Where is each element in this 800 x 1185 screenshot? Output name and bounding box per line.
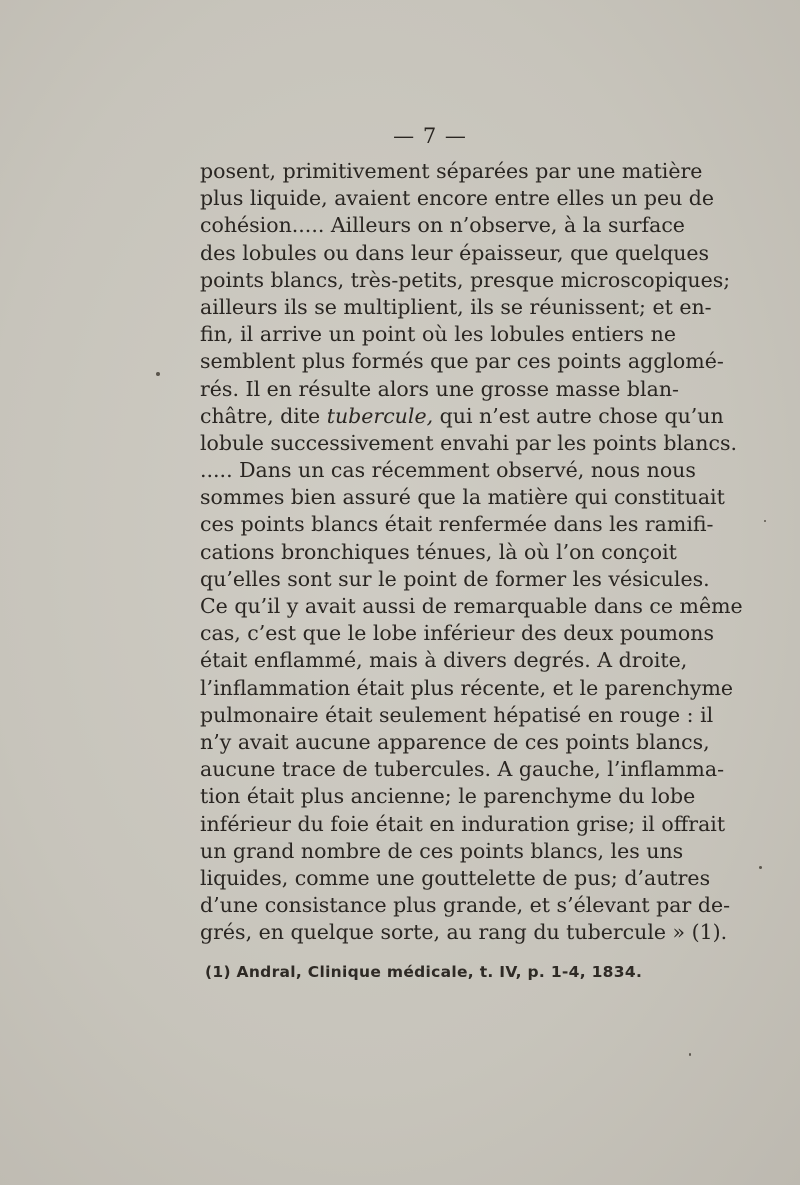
- italic-term: tubercule,: [326, 403, 434, 428]
- text-line: inférieur du foie était en induration grise; il offrait: [200, 811, 726, 836]
- paper-speck: [156, 372, 160, 376]
- footnote: (1) Andral, Clinique médicale, t. IV, p. 1-4, 1834.: [205, 963, 643, 981]
- text-line: était enflammé, mais à divers degrés. A droite,: [200, 648, 688, 673]
- text-line: plus liquide, avaient encore entre elles un peu de: [200, 186, 715, 211]
- text-line: tion était plus ancienne; le parenchyme du lobe: [200, 784, 696, 809]
- text-line: cohésion..... Ailleurs on n’observe, à la surface: [200, 213, 685, 238]
- text-line: cas, c’est que le lobe inférieur des deux poumons: [200, 621, 714, 646]
- text-line: fin, il arrive un point où les lobules entiers ne: [200, 322, 676, 347]
- text-line: n’y avait aucune apparence de ces points blancs,: [200, 729, 710, 754]
- text-line: aucune trace de tubercules. A gauche, l’inflamma-: [200, 757, 725, 782]
- text-line: rés. Il en résulte alors une grosse masse blan-: [200, 376, 679, 401]
- paper-speck: [689, 1053, 691, 1056]
- text-line: lobule successivement envahi par les points blancs.: [200, 430, 738, 455]
- text-line: semblent plus formés que par ces points agglomé-: [200, 349, 724, 374]
- text-line: sommes bien assuré que la matière qui constituait: [200, 485, 725, 510]
- text-line: d’une consistance plus grande, et s’élevant par de-: [200, 893, 731, 918]
- text-line: points blancs, très-petits, presque microscopiques;: [200, 267, 731, 292]
- page-number: — 7 —: [393, 124, 467, 148]
- text-segment: qui n’est autre chose qu’un: [439, 403, 724, 428]
- body-text: [200, 158, 743, 946]
- text-line: cations bronchiques ténues, là où l’on conçoit: [200, 539, 677, 564]
- text-line: l’inflammation était plus récente, et le parenchyme: [200, 675, 734, 700]
- text-line: ailleurs ils se multiplient, ils se réunissent; et en-: [200, 294, 712, 319]
- text-segment: châtre, dite: [200, 403, 321, 428]
- text-line: un grand nombre de ces points blancs, les uns: [200, 838, 684, 863]
- text-line-with-italic: [200, 403, 724, 430]
- text-line: grés, en quelque sorte, au rang du tubercule » (1).: [200, 920, 728, 945]
- text-line: qu’elles sont sur le point de former les vésicules.: [200, 566, 710, 591]
- text-line: pulmonaire était seulement hépatisé en rouge : il: [200, 702, 714, 727]
- text-line: ces points blancs était renfermée dans les ramifi-: [200, 512, 714, 537]
- text-line: des lobules ou dans leur épaisseur, que quelques: [200, 240, 710, 265]
- text-line: Ce qu’il y avait aussi de remarquable dans ce même: [200, 594, 743, 618]
- paper-speck: [759, 866, 762, 869]
- text-line: posent, primitivement séparées par une matière: [200, 159, 703, 183]
- text-line: liquides, comme une gouttelette de pus; d’autres: [200, 865, 711, 890]
- paper-speck: [764, 520, 766, 522]
- text-line: ..... Dans un cas récemment observé, nous nous: [200, 458, 696, 483]
